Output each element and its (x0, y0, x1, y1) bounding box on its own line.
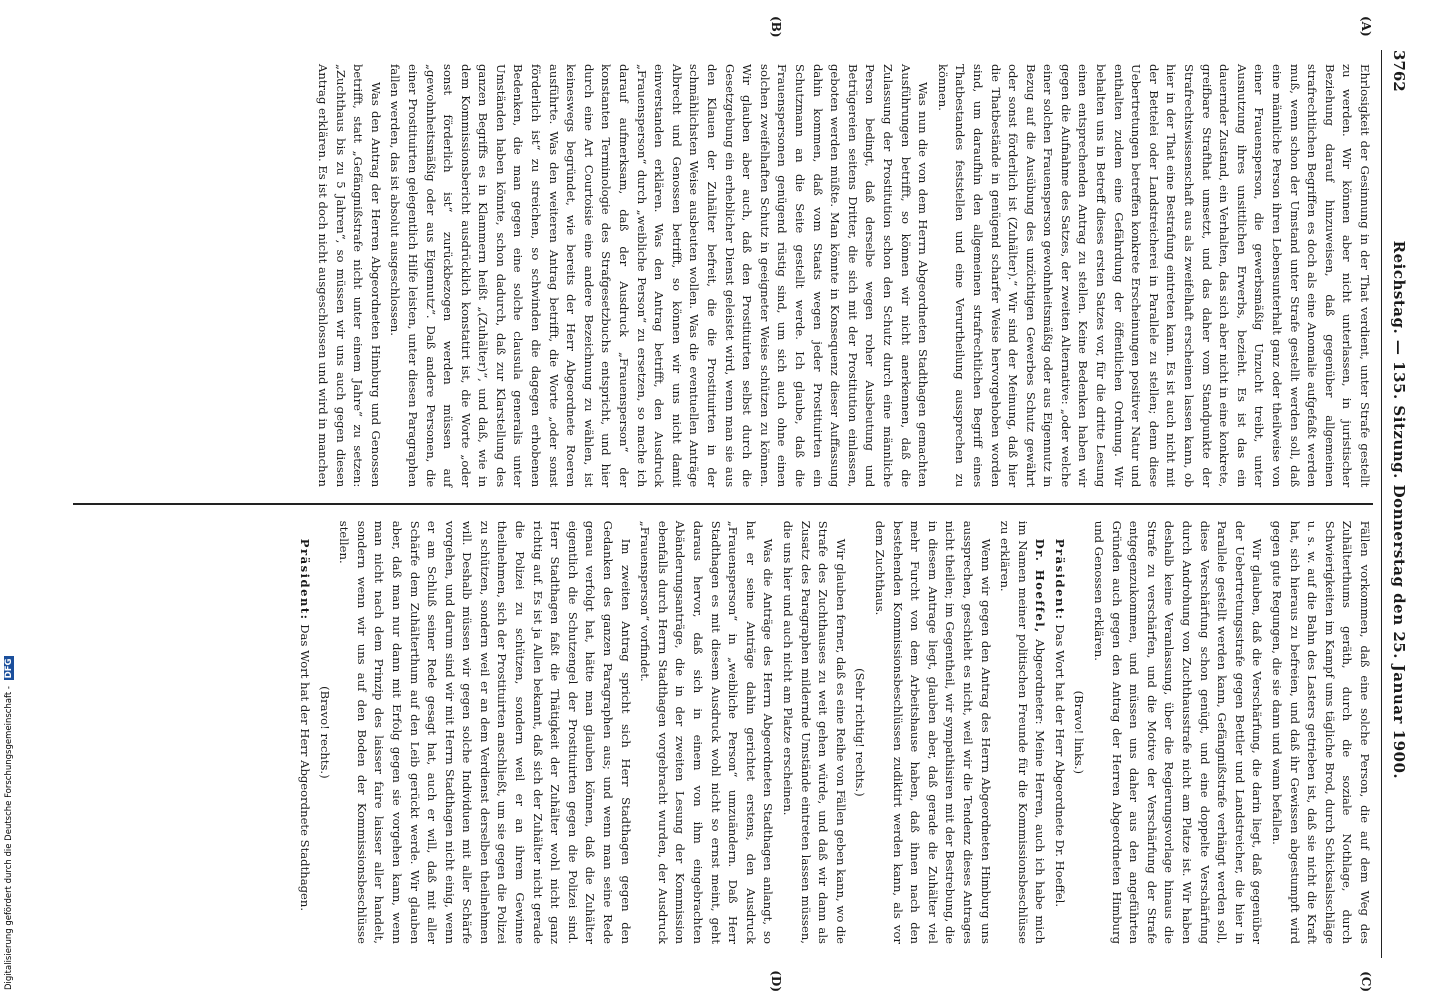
speaker-role: Abgeordneter: (1033, 639, 1048, 725)
speaker-name: Dr. Hoeffel, (1033, 538, 1048, 634)
page-header (1381, 50, 1408, 958)
applause-3: (Bravo! rechts.) (317, 686, 332, 779)
left-paragraph-2: Was nun die von dem Herrn Abgeordneten Stadthagen gemachten Ausführungen betrifft, so können wir nicht anerkennen, daß die Zulassung der Prostitution schon den Schutz durch eine männliche Person bedingt, daß derselbe wegen roher Ausbeutung und Betrügereien seitens Dritter, die sich mit der Prostitution einlassen, geboten werden müßte. Man könnte in Konsequenz dieser Auffassung dahin kommen, daß vom Staats wegen jeder Prostituirten ein Schutzmann an die Seite gestellt werde. Ich glaube, daß die Frauenspersonen genügend rüstig sind, um sich auch ohne einen solchen zweifelhaften Schutz in geeigneter Weise schützen zu können. Wir glauben aber auch, daß den Prostituirten selbst durch die Gesetzgebung ein erheblicher Dienst geleistet wird, wenn man sie aus den Klauen der Zuhälter befreit, die die Prostituirten in der schmählichsten Weise ausbeuten wollen. Was die eventuellen Anträge Albrecht und Genossen betrifft, so können wir uns nicht damit einverstanden erklären. Was den Antrag betrifft, den Ausdruck „Frauensperson“ durch „weibliche Person“ zu ersetzen, so mache ich darauf aufmerksam, daß der Ausdruck „Frauensperson“ der konstanten Terminologie des Strafgesetzbuchs entspricht, und hier durch eine Art Courtoisie eine andere Bezeichnung zu wählen, ist keineswegs begründet, wie bereits der Herr Abgeordnete Roeren ausführte. Was den weiteren Antrag betrifft, die Worte „oder sonst förderlich ist“ zu streichen, so schwinden die dagegen erhobenen Bedenken, die man gegen eine solche clausula generalis unter Umständen haben könnte, schon dadurch, daß zur Klarstellung des ganzen Begriffs es in Klammern heißt „(Zuhälter)“, und daß, wie in dem Kommissionsbericht ausdrücklich konstatirt ist, die Worte „oder sonst förderlich ist“ zurückbezogen werden müssen auf „gewohnheitsmäßig oder aus Eigennutz“. Daß andere Personen, die einer Prostituirten gelegentlich Hilfe leisten, unter diesen Paragraphen fallen werden, das ist absolut ausgeschlossen. (388, 64, 931, 488)
credit-text: Digitalisierung gefördert durch die Deutsche Forschungsgemeinschaft - (4, 686, 14, 990)
applause-2: (Sehr richtig! rechts.) (853, 668, 868, 797)
credit-line (4, 656, 14, 990)
speaker-paragraph-4: Was die Anträge des Herrn Abgeordneten Stadthagen anlangt, so hat er seine Anträge dahin gerichtet erstens, den Ausdruck „Frauensperson“ in „weibliche Person“ umzuändern. Daß Herr Stadthagen es mit diesem Ausdruck wohl nicht so ernst meint, geht daraus hervor, daß sich in einem von ihm eingebrachten Abänderungsanträge, die in der zweiten Lesung der Kommission ebenfalls durch Herrn Stadthagen vorgebracht wurden, der Ausdruck „Frauensperson“ vorfindet. (638, 520, 776, 944)
right-column (73, 507, 1373, 958)
speaker-paragraph-1: Meine Herren, auch ich habe mich im Namen meiner politischen Freunde für die Kommissionsbeschlüsse zu erklären. (998, 520, 1048, 945)
speaker-intro (996, 521, 1049, 944)
speaker-paragraph-2: Wenn wir gegen den Antrag des Herrn Abgeordneten Himburg uns aussprechen, geschieht es nicht, weil wir die Tendenz dieses Antrages nicht theilen; im Gegentheil, wir sympathisiren mit der Bestrebung, die in diesem Antrage liegt, glauben aber, daß gerade die Zuhälter viel mehr Furcht von dem Arbeitshause haben, daß ihnen nach den bestehenden Kommissionsbeschlüssen zudiktirt werden kann, als vor dem Zuchthaus. (872, 520, 993, 944)
text-columns (73, 16, 1373, 992)
speaker-paragraph-5: Im zweiten Antrag spricht sich Herr Stadthagen gegen den Gedanken des ganzen Paragraphen aus; und wenn man seine Rede genau verfolgt hat, hätte man glauben können, daß die Zuhälter eigentlich die Schutzengel der Prostituirten gegen die Polizei sind. Herr Stadthagen faßt die Thätigkeit der Zuhälter wohl nicht ganz richtig auf. Es ist ja Allen bekannt, daß sich der Zuhälter nicht gerade die Polizei zu schützen, sondern weil er an ihrem Gewinne theilnehmen, sich der Prostituirten anschließt, um sie gegen die Polizei zu schützen, sondern weil er an dem Verdienst derselben theilnehmen will. Deshalb müssen wir gegen solche Individuen mit aller Schärfe vorgehen, und darum sind wir mit Herrn Stadthagen nicht einig, wenn er am Schluß seiner Rede gesagt hat, auch er will, daß mit aller Schärfe dem Zuhälterthum auf den Leib gerückt werde. Wir glauben aber, daß man nur dann mit Erfolg gegen sie vorgehen kann, wenn man nicht nach dem Prinzip des laisser faire laisser aller handelt, sondern wenn wir uns auf den Boden der Kommissionsbeschlüsse stellen. (337, 520, 633, 944)
digitization-credit (2, 4, 16, 996)
left-paragraph-3: Was den Antrag der Herren Abgeordneten Himburg und Genossen betrifft, statt „Gefängnißstrafe nicht unter einem Jahre“ zu setzen: „Zuchthaus bis zu 5 Jahren“, so müssen wir uns auch gegen diesen Antrag erklären. Es ist doch nicht ausgeschlossen und wird in manchen (315, 64, 383, 488)
applause-1: (Bravo! links.) (1072, 690, 1087, 775)
right-paragraph-1: Fällen vorkommen, daß eine solche Person, die auf dem Weg des Zuhälterthums geräth, durch die soziale Nothlage, durch Schwierigkeiten im Kampf ums tägliche Brod, durch Schicksalsschläge u. s. w. auf die Bahn des Lasters getrieben ist, daß sie nicht die Kraft hat, sich hieraus zu befreien, und daß ihr Gewissen abgestumpft wird gegen gute Regungen, die sie dann und wann befallen. (1270, 520, 1372, 944)
speaker-paragraph-3: Wir glauben ferner, daß es eine Reihe von Fällen geben kann, wo die Strafe des Zuchthauses zu weit gehen würde, und daß wir dann als Zusatz des Paragraphen mildernde Umstände eintreten lassen müssen, die uns hier und auch nicht am Platze erscheinen. (781, 520, 848, 944)
president-remark-1 (1050, 521, 1068, 944)
left-paragraph-1: Ehrlosigkeit der Gesinnung in der That verdient, unter Strafe gestellt zu werden. Wir können aber nicht unterlassen, in juristischer Beziehung darauf hinzuweisen, daß gegenüber allgemeinen strafrechtlichen Begriffen es doch als eine Anomalie aufgefaßt werden muß, wenn schon der Umstand unter Strafe gestellt werden soll, daß eine männliche Person ihren Lebensunterhalt ganz oder theilweise von einer Frauensperson, die gewerbsmäßig Unzucht treibt, unter Ausnutzung ihres unsittlichen Erwerbs, bezieht. Es ist das ein dauernder Zustand, ein Verhalten, das sich aber nicht in eine konkrete, greifbare Strafthat umsetzt, und das daher vom Standpunkte der Strafrechtswissenschaft aus als zweifelhaft erscheinen lassen kann, ob hier in der That eine Bestrafung eintreten kann. Es ist auch nicht mit der Bettelei oder Landstreicherei in Parallele zu stellen; denn diese Uebertretungen betreffen konkrete Erscheinungen positiver Natur und enthalten zudem eine Gefährdung der öffentlichen Ordnung. Wir behalten uns in Betreff dieses ersten Satzes vor, für die dritte Lesung einen entsprechenden Antrag zu stellen. Keine Bedenken haben wir gegen die Aufnahme des Satzes, der zweiten Alternative: „oder welche einer solchen Frauensperson gewohnheitsmäßig oder aus Eigennutz in Bezug auf die Ausübung des unzüchtigen Gewerbes Schutz gewährt oder sonst förderlich ist (Zuhälter).“ Wir sind der Meinung, daß hier die Thatbestände in genügend scharfer Weise hervorgehoben worden sind, um daraufhin den allgemeinen strafrechtlichen Begriff eines Thatbestandes feststellen und eine Verurtheilung aussprechen zu können. (935, 64, 1372, 488)
margin-mark-b: (B) (769, 16, 783, 38)
president-text-2: Das Wort hat der Herr Abgeordnete Stadthagen. (297, 624, 312, 912)
margin-mark-d: (D) (769, 970, 783, 992)
column-divider (73, 503, 1373, 505)
president-label-2: Präsident: (297, 538, 312, 621)
president-label-1: Präsident: (1052, 538, 1067, 621)
president-text-1: Das Wort hat der Herr Abgeordnete Dr. Hoeffel. (1052, 624, 1067, 908)
margin-mark-a: (A) (1359, 16, 1373, 37)
president-remark-2 (295, 521, 313, 944)
left-column (73, 50, 1373, 501)
page-title: Reichstag. — 135. Sitzung. Donnerstag den 25. Januar 1900. (1390, 240, 1408, 780)
right-paragraph-2: Wir glauben, daß die Verschärfung, die darin liegt, daß gegenüber der Uebertretungsstrafe gegen Bettler und Landstreicher, die hier in Parallele gestellt werden kann, Gefängnißstrafe verhängt werden soll, diese Verschärfung schon genügt, und eine doppelte Verschärfung durch Androhung von Zuchthausstrafe nicht am Platze ist. Wir haben deshalb keine Veranlassung, über die Regierungsvorlage hinaus die Strafe zu verschärfen, und die Motive der Verschärfung der Strafe entgegenzukommen, und müssen uns daher aus den angeführten Gründen auch gegen den Antrag der Herren Abgeordneten Himburg und Genossen erklären. (1092, 520, 1265, 944)
margin-mark-c: (C) (1359, 971, 1373, 992)
page-number: 3762 (1390, 50, 1408, 92)
dfg-logo: DFG (4, 658, 14, 679)
